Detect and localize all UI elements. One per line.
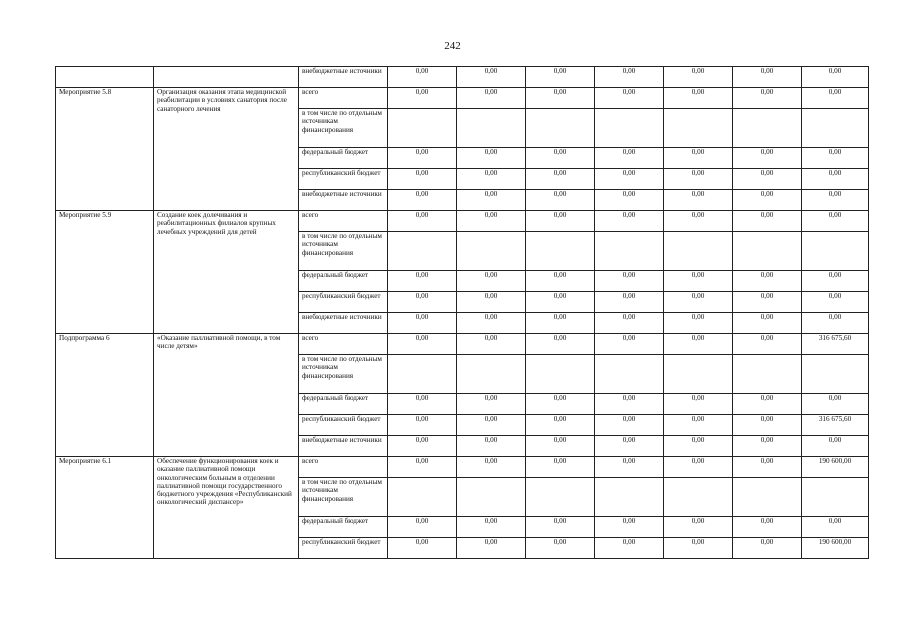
amount-cell: 0,00: [526, 517, 595, 538]
amount-cell: 0,00: [802, 271, 869, 292]
funding-source: внебюджетные источники: [299, 67, 388, 88]
amount-cell: 0,00: [802, 67, 869, 88]
amount-cell: 0,00: [664, 517, 733, 538]
funding-source: федеральный бюджет: [299, 148, 388, 169]
amount-cell: 0,00: [595, 292, 664, 313]
item-label: Мероприятие 6.1: [56, 457, 154, 559]
funding-source: республиканский бюджет: [299, 292, 388, 313]
amount-cell: [802, 232, 869, 271]
amount-cell: [802, 478, 869, 517]
amount-cell: 0,00: [664, 292, 733, 313]
amount-cell: 0,00: [733, 148, 802, 169]
item-description: Обеспечение функционирования коек и оказание паллиативной помощи онкологическим больным в отделении паллиативной помощи государственного бюджетного учреждения «Республиканский онкологический диспансер»: [154, 457, 299, 559]
amount-cell: 0,00: [802, 190, 869, 211]
amount-cell: 0,00: [457, 292, 526, 313]
funding-source: в том числе по отдельным источникам финансирования: [299, 232, 388, 271]
amount-cell: 316 675,60: [802, 415, 869, 436]
amount-cell: 0,00: [526, 271, 595, 292]
table-row: [56, 334, 869, 355]
amount-cell: 0,00: [733, 67, 802, 88]
amount-cell: 0,00: [733, 292, 802, 313]
amount-cell: 0,00: [664, 394, 733, 415]
amount-cell: [388, 478, 457, 517]
amount-cell: [526, 478, 595, 517]
amount-cell: 0,00: [733, 415, 802, 436]
amount-cell: 0,00: [595, 313, 664, 334]
amount-cell: 0,00: [664, 67, 733, 88]
amount-cell: 0,00: [664, 415, 733, 436]
amount-cell: 0,00: [457, 271, 526, 292]
amount-cell: 0,00: [664, 148, 733, 169]
item-description: Создание коек долечивания и реабилитационных филиалов крупных лечебных учреждений для детей: [154, 211, 299, 334]
funding-source: федеральный бюджет: [299, 394, 388, 415]
amount-cell: 0,00: [526, 211, 595, 232]
table-row: [56, 457, 869, 478]
item-description: Организация оказания этапа медицинской реабилитации в условиях санатория после санаторного лечения: [154, 88, 299, 211]
amount-cell: 0,00: [526, 148, 595, 169]
amount-cell: [664, 232, 733, 271]
amount-cell: 190 600,00: [802, 538, 869, 559]
amount-cell: [595, 232, 664, 271]
amount-cell: 0,00: [388, 334, 457, 355]
amount-cell: 0,00: [664, 271, 733, 292]
amount-cell: 0,00: [388, 148, 457, 169]
amount-cell: 0,00: [802, 292, 869, 313]
amount-cell: 0,00: [664, 211, 733, 232]
amount-cell: 0,00: [595, 457, 664, 478]
item-label: Мероприятие 5.9: [56, 211, 154, 334]
amount-cell: 0,00: [733, 394, 802, 415]
amount-cell: 0,00: [595, 334, 664, 355]
item-label: Подпрограмма 6: [56, 334, 154, 457]
amount-cell: 0,00: [526, 292, 595, 313]
amount-cell: 316 675,60: [802, 334, 869, 355]
amount-cell: [595, 109, 664, 148]
amount-cell: 190 600,00: [802, 457, 869, 478]
amount-cell: [526, 232, 595, 271]
amount-cell: 0,00: [595, 190, 664, 211]
amount-cell: 0,00: [526, 88, 595, 109]
funding-source: республиканский бюджет: [299, 415, 388, 436]
amount-cell: 0,00: [457, 457, 526, 478]
funding-source: республиканский бюджет: [299, 538, 388, 559]
amount-cell: 0,00: [388, 211, 457, 232]
amount-cell: 0,00: [733, 334, 802, 355]
amount-cell: 0,00: [664, 88, 733, 109]
amount-cell: 0,00: [664, 169, 733, 190]
funding-source: внебюджетные источники: [299, 313, 388, 334]
amount-cell: 0,00: [388, 538, 457, 559]
amount-cell: [526, 355, 595, 394]
amount-cell: [664, 109, 733, 148]
amount-cell: 0,00: [388, 190, 457, 211]
amount-cell: [595, 355, 664, 394]
amount-cell: 0,00: [457, 394, 526, 415]
amount-cell: 0,00: [595, 517, 664, 538]
amount-cell: 0,00: [457, 88, 526, 109]
item-label: [56, 67, 154, 88]
amount-cell: [802, 355, 869, 394]
amount-cell: 0,00: [457, 211, 526, 232]
amount-cell: 0,00: [733, 457, 802, 478]
amount-cell: [388, 109, 457, 148]
amount-cell: 0,00: [457, 313, 526, 334]
amount-cell: [733, 355, 802, 394]
amount-cell: 0,00: [388, 457, 457, 478]
amount-cell: [733, 109, 802, 148]
funding-source: внебюджетные источники: [299, 436, 388, 457]
item-label: Мероприятие 5.8: [56, 88, 154, 211]
amount-cell: [526, 109, 595, 148]
funding-source: в том числе по отдельным источникам финансирования: [299, 109, 388, 148]
amount-cell: 0,00: [733, 169, 802, 190]
amount-cell: 0,00: [664, 334, 733, 355]
amount-cell: 0,00: [733, 88, 802, 109]
amount-cell: 0,00: [733, 436, 802, 457]
amount-cell: 0,00: [388, 517, 457, 538]
amount-cell: 0,00: [733, 190, 802, 211]
amount-cell: 0,00: [733, 211, 802, 232]
amount-cell: 0,00: [388, 313, 457, 334]
amount-cell: 0,00: [595, 211, 664, 232]
amount-cell: 0,00: [664, 538, 733, 559]
table-row: [56, 88, 869, 109]
amount-cell: 0,00: [664, 457, 733, 478]
amount-cell: 0,00: [388, 292, 457, 313]
amount-cell: 0,00: [388, 436, 457, 457]
amount-cell: 0,00: [388, 271, 457, 292]
amount-cell: 0,00: [733, 538, 802, 559]
amount-cell: 0,00: [733, 271, 802, 292]
funding-source: всего: [299, 334, 388, 355]
amount-cell: 0,00: [802, 211, 869, 232]
amount-cell: 0,00: [733, 313, 802, 334]
amount-cell: 0,00: [526, 415, 595, 436]
amount-cell: 0,00: [802, 313, 869, 334]
amount-cell: [457, 355, 526, 394]
amount-cell: 0,00: [457, 334, 526, 355]
amount-cell: [664, 355, 733, 394]
amount-cell: 0,00: [457, 169, 526, 190]
amount-cell: 0,00: [388, 88, 457, 109]
amount-cell: 0,00: [664, 313, 733, 334]
funding-source: всего: [299, 211, 388, 232]
amount-cell: 0,00: [595, 394, 664, 415]
amount-cell: 0,00: [388, 394, 457, 415]
amount-cell: 0,00: [388, 415, 457, 436]
funding-source: республиканский бюджет: [299, 169, 388, 190]
amount-cell: 0,00: [388, 67, 457, 88]
amount-cell: 0,00: [457, 67, 526, 88]
amount-cell: 0,00: [526, 67, 595, 88]
amount-cell: 0,00: [802, 394, 869, 415]
amount-cell: 0,00: [457, 190, 526, 211]
amount-cell: 0,00: [595, 169, 664, 190]
funding-source: всего: [299, 88, 388, 109]
amount-cell: 0,00: [595, 88, 664, 109]
table-row: [56, 211, 869, 232]
amount-cell: 0,00: [526, 457, 595, 478]
amount-cell: 0,00: [388, 169, 457, 190]
amount-cell: 0,00: [526, 394, 595, 415]
funding-source: внебюджетные источники: [299, 190, 388, 211]
funding-source: федеральный бюджет: [299, 271, 388, 292]
amount-cell: 0,00: [802, 517, 869, 538]
amount-cell: 0,00: [664, 436, 733, 457]
budget-table: [55, 66, 869, 559]
amount-cell: 0,00: [802, 436, 869, 457]
amount-cell: 0,00: [457, 538, 526, 559]
amount-cell: 0,00: [802, 148, 869, 169]
amount-cell: 0,00: [802, 169, 869, 190]
amount-cell: 0,00: [526, 436, 595, 457]
amount-cell: [457, 109, 526, 148]
amount-cell: [733, 232, 802, 271]
amount-cell: 0,00: [526, 334, 595, 355]
amount-cell: [664, 478, 733, 517]
funding-source: в том числе по отдельным источникам финансирования: [299, 478, 388, 517]
funding-source: в том числе по отдельным источникам финансирования: [299, 355, 388, 394]
amount-cell: 0,00: [457, 436, 526, 457]
amount-cell: [802, 109, 869, 148]
amount-cell: 0,00: [802, 88, 869, 109]
amount-cell: 0,00: [457, 517, 526, 538]
amount-cell: [388, 355, 457, 394]
amount-cell: 0,00: [595, 538, 664, 559]
amount-cell: [388, 232, 457, 271]
amount-cell: [457, 478, 526, 517]
amount-cell: 0,00: [595, 436, 664, 457]
table-row: [56, 67, 869, 88]
amount-cell: [595, 478, 664, 517]
amount-cell: 0,00: [526, 538, 595, 559]
amount-cell: [733, 478, 802, 517]
amount-cell: 0,00: [595, 67, 664, 88]
funding-source: всего: [299, 457, 388, 478]
amount-cell: 0,00: [526, 313, 595, 334]
amount-cell: 0,00: [526, 190, 595, 211]
page-number: 242: [444, 40, 461, 52]
amount-cell: 0,00: [457, 148, 526, 169]
amount-cell: 0,00: [526, 169, 595, 190]
amount-cell: 0,00: [457, 415, 526, 436]
amount-cell: 0,00: [664, 190, 733, 211]
item-description: [154, 67, 299, 88]
amount-cell: [457, 232, 526, 271]
amount-cell: 0,00: [595, 271, 664, 292]
item-description: «Оказание паллиативной помощи, в том числе детям»: [154, 334, 299, 457]
funding-source: федеральный бюджет: [299, 517, 388, 538]
amount-cell: 0,00: [733, 517, 802, 538]
amount-cell: 0,00: [595, 148, 664, 169]
amount-cell: 0,00: [595, 415, 664, 436]
